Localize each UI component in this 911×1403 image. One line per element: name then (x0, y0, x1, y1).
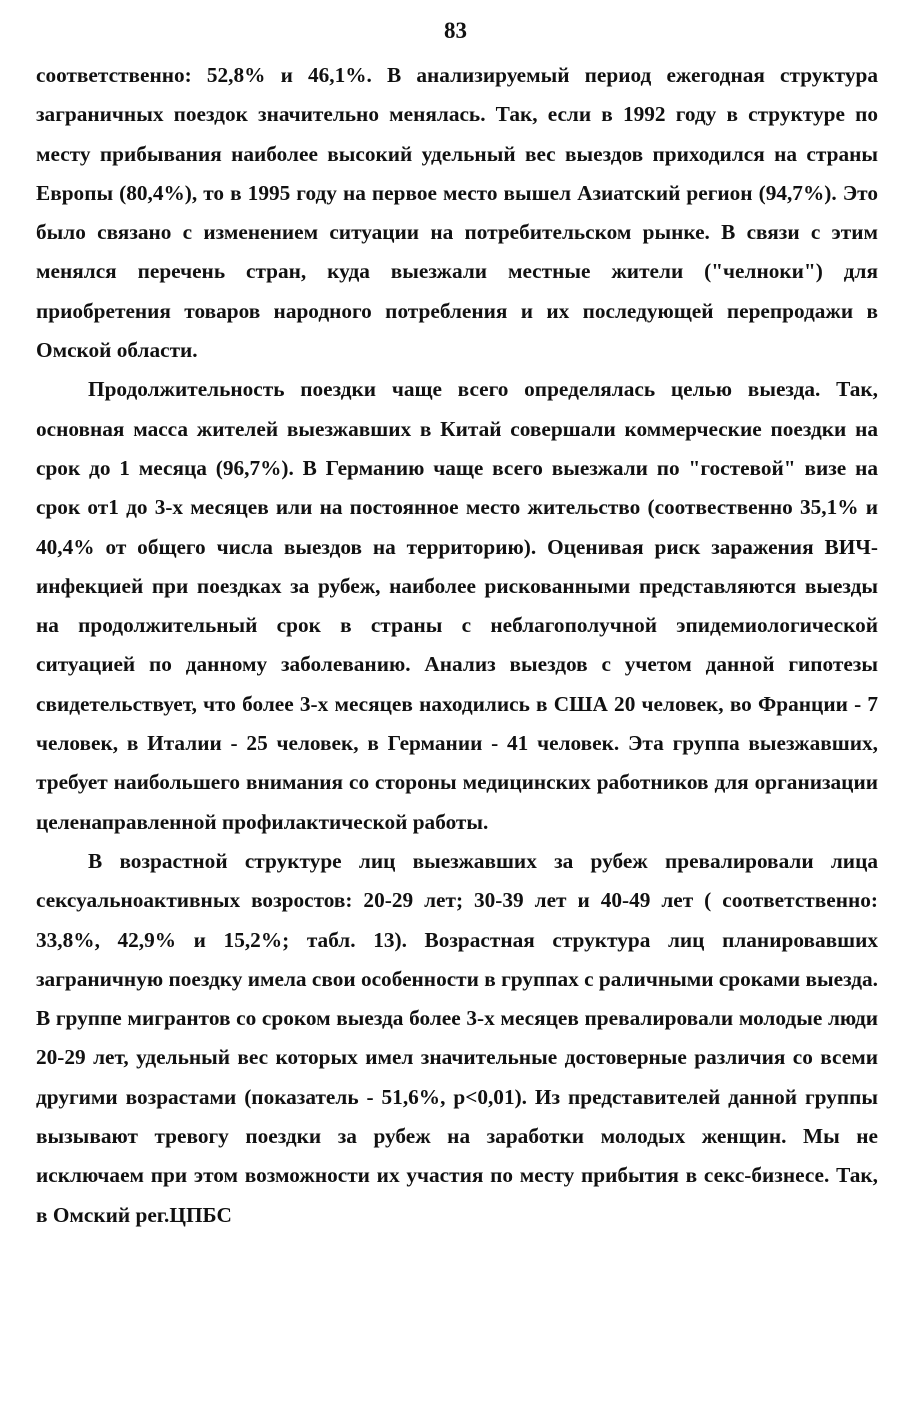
paragraph-2: Продолжительность поездки чаще всего определялась целью выезда. Так, основная масса жителей выезжавших в Китай совершали коммерческие поездки на срок до 1 месяца (96,7%). В Германию чаще всего выезжали по "гостевой" визе на срок от1 до 3-х месяцев или на постоянное место жительство (соотвественно 35,1% и 40,4% от общего числа выездов на территорию). Оценивая риск заражения ВИЧ-инфекцией при поездках за рубеж, наиболее рискованными представляются выезды на продолжительный срок в страны с неблагополучной эпидемиологической ситуацией по данному заболеванию. Анализ выездов с учетом данной гипотезы свидетельствует, что более 3-х месяцев находились в США 20 человек, во Франции - 7 человек, в Италии - 25 человек, в Германии - 41 человек. Эта группа выезжавших, требует наибольшего внимания со стороны медицинских работников для организации целенаправленной профилактической работы. (36, 377, 878, 834)
page-number: 83 (444, 18, 467, 43)
paragraph-3: В возрастной структуре лиц выезжавших за рубеж превалировали лица сексуальноактивных возростов: 20-29 лет; 30-39 лет и 40-49 лет ( соответственно: 33,8%, 42,9% и 15,2%; табл. 13). Возрастная структура лиц планировавших заграничную поездку имела свои особенности в группах с раличными сроками выезда. В группе мигрантов со сроком выезда более 3-х месяцев превалировали молодые люди 20-29 лет, удельный вес которых имел значительные достоверные различия со всеми другими возрастами (показатель - 51,6%, p<0,01). Из представителей данной группы вызывают тревогу поездки за рубеж на заработки молодых женщин. Мы не исключаем при этом возможности их участия по месту прибытия в секс-бизнесе. Так, в Омский рег.ЦПБС (36, 848, 878, 1227)
paragraph-1: соответственно: 52,8% и 46,1%. В анализируемый период ежегодная структура заграничных поездок значительно менялась. Так, если в 1992 году в структуре по месту прибывания наиболее высокий удельный вес выездов приходился на страны Европы (80,4%), то в 1995 году на первое место вышел Азиатский регион (94,7%). Это было связано с изменением ситуации на потребительском рынке. В связи с этим менялся перечень стран, куда выезжали местные жители ("челноки") для приобретения товаров народного потребления и их последующей перепродажи в Омской области. (36, 63, 878, 363)
body-text (36, 56, 878, 1235)
